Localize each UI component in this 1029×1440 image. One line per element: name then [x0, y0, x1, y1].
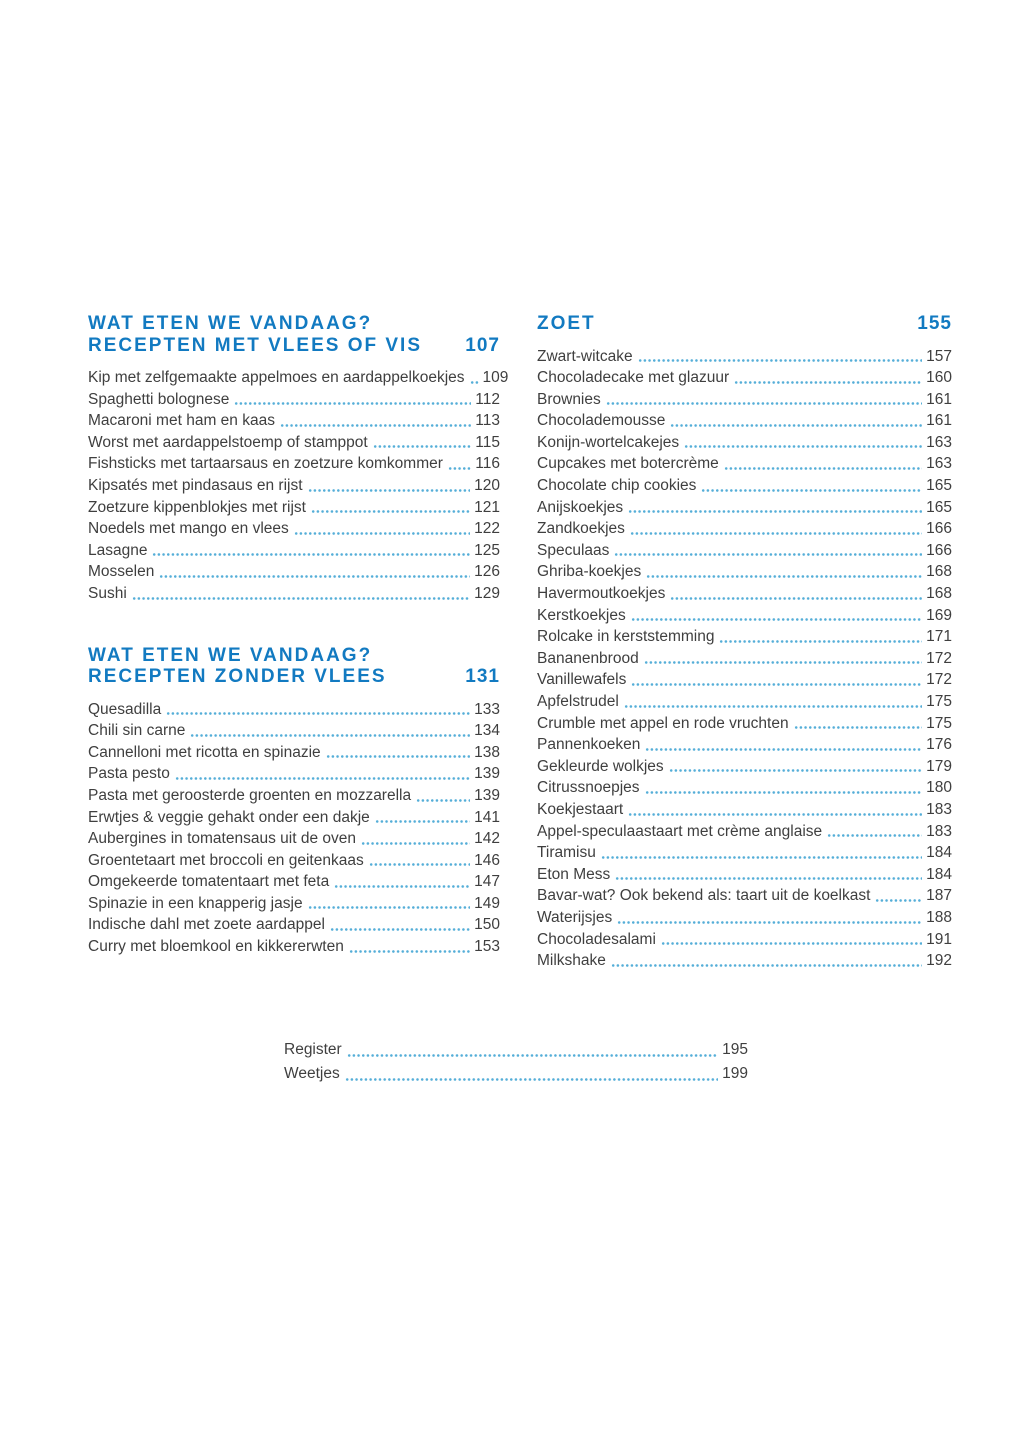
entry-title: Appel-speculaastaart met crème anglaise — [537, 822, 823, 840]
toc-entry — [88, 367, 509, 389]
toc-entry — [88, 742, 500, 764]
entry-title: Gekleurde wolkjes — [537, 757, 664, 775]
entry-page-number: 121 — [474, 498, 500, 516]
entry-page-number: 176 — [926, 736, 952, 754]
entry-title: Quesadilla — [88, 700, 162, 718]
dot-leader — [724, 464, 922, 473]
section-heading-line: WAT ETEN WE VANDAAG? — [88, 313, 373, 334]
toc-entry — [88, 410, 500, 432]
entry-page-number: 175 — [926, 693, 952, 710]
dot-leader — [375, 817, 470, 826]
entry-title: Bananenbrood — [537, 649, 639, 667]
dot-leader — [308, 903, 471, 912]
right-column — [537, 313, 952, 972]
entry-page-number: 134 — [474, 722, 500, 740]
dot-leader — [175, 774, 470, 783]
dot-leader — [827, 831, 922, 840]
dot-leader — [670, 421, 922, 430]
section-recepten-met-vlees-of-vis — [88, 313, 509, 605]
section-heading-line: RECEPTEN ZONDER VLEES — [88, 666, 387, 688]
toc-entry — [537, 799, 952, 821]
entry-page-number: 161 — [926, 412, 952, 430]
toc-entry — [537, 885, 952, 907]
entry-page-number: 172 — [926, 671, 952, 689]
toc-entry — [88, 389, 500, 411]
toc-entry — [537, 713, 952, 735]
toc-entry — [88, 720, 500, 742]
dot-leader — [631, 680, 922, 689]
entry-title: Apfelstrudel — [537, 693, 619, 710]
entry-title: Vanillewafels — [537, 671, 627, 689]
entry-page-number: 165 — [926, 477, 952, 495]
entry-title: Lasagne — [88, 541, 148, 559]
entry-page-number: 184 — [926, 844, 952, 862]
entry-page-number: 126 — [474, 563, 500, 581]
entry-title: Chili sin carne — [88, 722, 186, 740]
dot-leader — [701, 486, 922, 495]
entry-title: Spinazie in een knapperig jasje — [88, 894, 303, 912]
dot-leader — [369, 860, 470, 869]
dot-leader — [611, 961, 922, 970]
entry-title: Groentetaart met broccoli en geitenkaas — [88, 851, 364, 869]
toc-entry — [537, 821, 952, 843]
toc-entry — [537, 907, 952, 929]
entry-page-number: 129 — [474, 584, 500, 602]
toc-entry — [88, 936, 500, 958]
dot-leader — [308, 486, 471, 495]
toc-entry — [537, 756, 952, 778]
entry-page-number: 172 — [926, 649, 952, 667]
entry-page-number: 122 — [474, 520, 500, 538]
dot-leader — [234, 399, 471, 408]
dot-leader — [311, 507, 470, 516]
section-heading-line: ZOET — [537, 313, 596, 334]
entry-title: Spaghetti bolognese — [88, 390, 230, 408]
dot-leader — [628, 810, 922, 819]
toc-entry — [537, 518, 952, 540]
entry-title: Mosselen — [88, 563, 155, 581]
toc-entry — [537, 669, 952, 691]
entry-title: Brownies — [537, 390, 601, 408]
dot-leader — [361, 839, 470, 848]
entry-title: Crumble met appel en rode vruchten — [537, 714, 789, 732]
toc-entry — [537, 777, 952, 799]
section-heading — [88, 645, 500, 688]
section-page-number: 131 — [465, 666, 500, 688]
toc-entry — [537, 691, 952, 713]
entry-page-number: 165 — [926, 498, 952, 516]
toc-entry — [537, 346, 952, 368]
section-heading — [88, 313, 500, 356]
entry-title: Waterijsjes — [537, 908, 613, 926]
entry-page-number: 113 — [475, 412, 500, 430]
entry-title: Zwart-witcake — [537, 347, 633, 365]
entry-title: Chocolate chip cookies — [537, 477, 697, 495]
entry-page-number: 188 — [926, 908, 952, 926]
entry-page-number: 138 — [474, 743, 500, 761]
entry-title: Rolcake in kerststemming — [537, 628, 715, 646]
entry-page-number: 149 — [474, 894, 500, 912]
dot-leader — [624, 702, 922, 711]
toc-entry — [537, 475, 952, 497]
entry-title: Fishsticks met tartaarsaus en zoetzure komkommer — [88, 455, 443, 473]
entry-title: Konijn-wortelcakejes — [537, 433, 680, 451]
dot-leader — [628, 507, 922, 516]
entry-title: Koekjestaart — [537, 800, 624, 818]
entry-title: Worst met aardappelstoemp of stamppot — [88, 433, 368, 451]
toc-entry — [88, 497, 500, 519]
dot-leader — [719, 637, 922, 646]
toc-entry — [537, 432, 952, 454]
entry-title: Cannelloni met ricotta en spinazie — [88, 743, 321, 761]
section-page-number: 155 — [917, 313, 952, 334]
toc-entry — [88, 540, 500, 562]
entry-title: Bavar-wat? Ook bekend als: taart uit de koelkast — [537, 887, 871, 905]
entry-title: Register — [284, 1041, 342, 1058]
dot-leader — [644, 658, 922, 667]
dot-leader — [349, 947, 470, 956]
dot-leader — [684, 442, 922, 451]
section-recepten-zonder-vlees — [88, 645, 500, 958]
entry-page-number: 169 — [926, 606, 952, 624]
toc-entry — [537, 929, 952, 951]
dot-leader — [448, 464, 471, 473]
toc-entry — [88, 893, 500, 915]
dot-leader — [280, 421, 471, 430]
dot-leader — [645, 788, 923, 797]
entry-page-number: 195 — [722, 1041, 748, 1058]
dot-leader — [614, 550, 922, 559]
entry-page-number: 199 — [722, 1065, 748, 1082]
entry-page-number: 116 — [475, 455, 500, 473]
entry-title: Curry met bloemkool en kikkererwten — [88, 938, 344, 956]
entry-title: Indische dahl met zoete aardappel — [88, 916, 325, 934]
toc-entry — [88, 453, 500, 475]
entry-page-number: 146 — [474, 851, 500, 869]
entry-title: Kipsatés met pindasaus en rijst — [88, 476, 303, 494]
entry-page-number: 133 — [474, 700, 500, 718]
entry-title: Zandkoekjes — [537, 520, 625, 538]
entry-page-number: 171 — [926, 628, 952, 646]
toc-entry — [88, 518, 500, 540]
entry-page-number: 139 — [474, 765, 500, 783]
entry-title: Erwtjes & veggie gehakt onder een dakje — [88, 808, 370, 826]
entry-page-number: 163 — [926, 455, 952, 473]
entry-page-number: 160 — [926, 369, 952, 387]
entry-title: Pasta met geroosterde groenten en mozzarella — [88, 786, 412, 804]
toc-entry — [88, 807, 500, 829]
entry-title: Speculaas — [537, 541, 610, 559]
toc-entry — [88, 785, 500, 807]
toc-entry — [537, 950, 952, 972]
entry-title: Milkshake — [537, 952, 606, 970]
dot-leader — [159, 572, 470, 581]
dot-leader — [630, 529, 922, 538]
entry-title: Weetjes — [284, 1065, 340, 1082]
toc-entry — [88, 763, 500, 785]
entry-page-number: 157 — [926, 347, 952, 365]
dot-leader — [416, 796, 470, 805]
toc-entry — [88, 561, 500, 583]
section-heading-line: RECEPTEN MET VLEES OF VIS — [88, 334, 422, 356]
toc-entry — [537, 864, 952, 886]
dot-leader — [373, 442, 472, 451]
entry-page-number: 163 — [926, 433, 952, 451]
entry-title: Macaroni met ham en kaas — [88, 412, 275, 430]
entry-title: Kerstkoekjes — [537, 606, 626, 624]
toc-entry — [537, 605, 952, 627]
entry-page-number: 115 — [475, 433, 500, 451]
entry-page-number: 125 — [474, 541, 500, 559]
dot-leader — [190, 731, 470, 740]
footer-register-block — [284, 1038, 748, 1086]
entry-page-number: 141 — [474, 808, 500, 826]
entry-title: Anijskoekjes — [537, 498, 624, 516]
toc-entry — [88, 850, 500, 872]
dot-leader — [734, 378, 922, 387]
toc-entry — [88, 432, 500, 454]
entry-page-number: 142 — [474, 830, 500, 848]
entry-page-number: 183 — [926, 800, 952, 818]
entry-title: Ghriba-koekjes — [537, 563, 642, 581]
toc-entry — [537, 540, 952, 562]
left-column — [88, 313, 509, 958]
entry-page-number: 187 — [926, 887, 952, 905]
dot-leader — [794, 723, 923, 732]
entry-page-number: 184 — [926, 865, 952, 883]
entry-title: Chocolademousse — [537, 412, 666, 430]
dot-leader — [330, 925, 470, 934]
entry-page-number: 139 — [474, 786, 500, 804]
entry-title: Tiramisu — [537, 844, 596, 862]
entry-page-number: 175 — [926, 714, 952, 732]
dot-leader — [601, 853, 922, 862]
entry-page-number: 109 — [482, 369, 509, 386]
toc-entry — [88, 699, 500, 721]
toc-entry — [537, 648, 952, 670]
entry-page-number: 191 — [926, 930, 952, 948]
dot-leader — [669, 766, 922, 775]
dot-leader — [638, 356, 923, 365]
dot-leader — [347, 1051, 718, 1060]
toc-entry — [537, 842, 952, 864]
section-page-number: 107 — [465, 334, 500, 356]
entry-page-number: 150 — [474, 916, 500, 934]
dot-leader — [606, 399, 922, 408]
dot-leader — [294, 529, 470, 538]
toc-entry — [537, 389, 952, 411]
entry-title: Noedels met mango en vlees — [88, 520, 289, 538]
entry-page-number: 166 — [926, 520, 952, 538]
toc-entry — [537, 367, 952, 389]
dot-leader — [645, 745, 922, 754]
toc-entry — [537, 453, 952, 475]
entry-title: Eton Mess — [537, 865, 611, 883]
entry-title: Omgekeerde tomatentaart met feta — [88, 873, 330, 891]
section-zoet — [537, 313, 952, 972]
entry-title: Pasta pesto — [88, 765, 170, 783]
dot-leader — [152, 550, 470, 559]
section-heading-line: WAT ETEN WE VANDAAG? — [88, 644, 373, 666]
entry-title: Aubergines in tomatensaus uit de oven — [88, 830, 356, 848]
toc-entry — [284, 1038, 748, 1062]
section-heading — [537, 313, 952, 335]
toc-entry — [284, 1062, 748, 1086]
toc-entry — [537, 497, 952, 519]
toc-entry — [537, 410, 952, 432]
dot-leader — [334, 882, 470, 891]
toc-entry — [88, 475, 500, 497]
toc-entry — [88, 828, 500, 850]
entry-title: Kip met zelfgemaakte appelmoes en aardappelkoekjes — [88, 369, 465, 386]
toc-entry — [537, 626, 952, 648]
entry-page-number: 192 — [926, 952, 952, 970]
entry-page-number: 183 — [926, 822, 952, 840]
entry-title: Cupcakes met botercrème — [537, 455, 719, 473]
dot-leader — [631, 615, 922, 624]
toc-entry — [88, 583, 500, 605]
toc-entry — [537, 561, 952, 583]
toc-entry — [88, 871, 500, 893]
entry-title: Sushi — [88, 584, 127, 602]
entry-page-number: 147 — [474, 873, 500, 891]
entry-page-number: 168 — [926, 563, 952, 581]
dot-leader — [326, 752, 470, 761]
toc-entry — [88, 914, 500, 936]
dot-leader — [617, 918, 922, 927]
dot-leader — [670, 594, 922, 603]
toc-entry — [537, 734, 952, 756]
dot-leader — [132, 594, 470, 603]
entry-title: Citrussnoepjes — [537, 779, 640, 797]
entry-title: Chocoladesalami — [537, 930, 656, 948]
dot-leader — [470, 378, 479, 387]
entry-page-number: 168 — [926, 585, 952, 603]
entry-page-number: 161 — [926, 390, 952, 408]
entry-page-number: 179 — [926, 757, 952, 775]
dot-leader — [646, 572, 922, 581]
entry-page-number: 153 — [474, 938, 500, 956]
entry-page-number: 120 — [474, 476, 500, 494]
entry-title: Pannenkoeken — [537, 736, 641, 754]
entry-title: Havermoutkoekjes — [537, 585, 666, 603]
toc-entry — [537, 583, 952, 605]
entry-page-number: 180 — [926, 779, 952, 797]
entry-page-number: 166 — [926, 541, 952, 559]
entry-page-number: 112 — [475, 390, 500, 408]
dot-leader — [661, 939, 922, 948]
dot-leader — [345, 1075, 718, 1084]
entry-title: Zoetzure kippenblokjes met rijst — [88, 498, 306, 516]
dot-leader — [615, 874, 922, 883]
entry-title: Chocoladecake met glazuur — [537, 369, 730, 387]
dot-leader — [166, 709, 470, 718]
dot-leader — [875, 896, 922, 905]
